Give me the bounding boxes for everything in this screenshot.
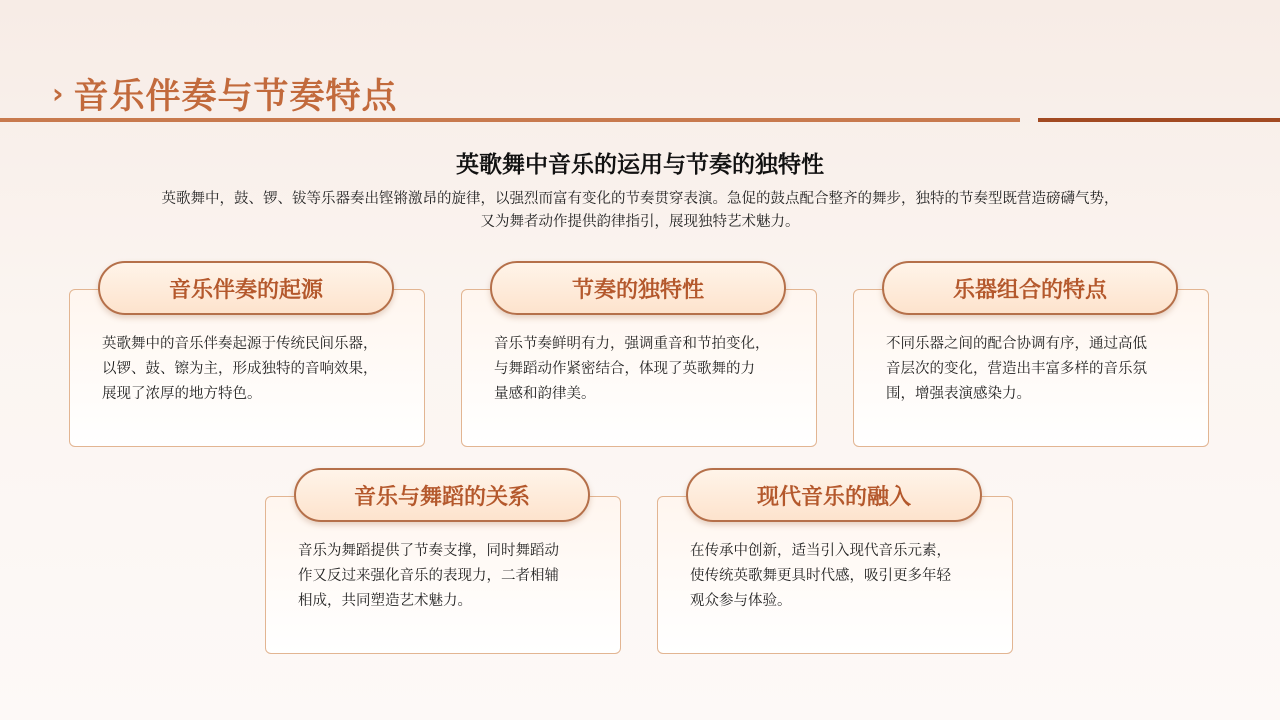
- card-title-pill: 乐器组合的特点: [882, 261, 1178, 315]
- title-row: [52, 70, 398, 118]
- intro-paragraph: [100, 188, 1180, 234]
- card-title-pill: 节奏的独特性: [490, 261, 786, 315]
- card-title-pill: 音乐伴奏的起源: [98, 261, 394, 315]
- section-subtitle: 英歌舞中音乐的运用与节奏的独特性: [456, 152, 824, 178]
- card-body: [494, 332, 794, 407]
- card-title-pill: 现代音乐的融入: [686, 468, 982, 522]
- card-body: [102, 332, 402, 407]
- card-line: 观众参与体验。: [690, 593, 792, 609]
- card-body: [298, 539, 598, 614]
- title-underline: [0, 118, 1020, 122]
- intro-line: 英歌舞中，鼓、锣、钹等乐器奏出铿锵激昂的旋律，以强烈而富有变化的节奏贯穿表演。急促的鼓点配合整齐的舞步，独特的节奏型既营造磅礴气势，: [161, 191, 1119, 207]
- page-title: 音乐伴奏与节奏特点: [73, 77, 398, 117]
- card-line: 音乐为舞蹈提供了节奏支撑，同时舞蹈动: [298, 543, 559, 559]
- chevron-right-icon: ›: [52, 77, 64, 110]
- card-title-pill: 音乐与舞蹈的关系: [294, 468, 590, 522]
- card-line: 英歌舞中的音乐伴奏起源于传统民间乐器，: [102, 336, 378, 352]
- card-line: 相成，共同塑造艺术魅力。: [298, 593, 472, 609]
- card-line: 与舞蹈动作紧密结合，体现了英歌舞的力: [494, 361, 755, 377]
- card-line: 作又反过来强化音乐的表现力，二者相辅: [298, 568, 559, 584]
- card-line: 音乐节奏鲜明有力，强调重音和节拍变化，: [494, 336, 770, 352]
- card-line: 不同乐器之间的配合协调有序，通过高低: [886, 336, 1147, 352]
- card-line: 展现了浓厚的地方特色。: [102, 386, 262, 402]
- card-line: 量感和韵律美。: [494, 386, 596, 402]
- card-line: 围，增强表演感染力。: [886, 386, 1031, 402]
- title-underline-accent: [1038, 118, 1280, 122]
- card-body: [690, 539, 990, 614]
- card-line: 音层次的变化，营造出丰富多样的音乐氛: [886, 361, 1147, 377]
- card-body: [886, 332, 1186, 407]
- card-line: 以锣、鼓、镲为主，形成独特的音响效果，: [102, 361, 378, 377]
- card-line: 使传统英歌舞更具时代感，吸引更多年轻: [690, 568, 951, 584]
- card-line: 在传承中创新，适当引入现代音乐元素，: [690, 543, 951, 559]
- intro-line: 又为舞者动作提供韵律指引，展现独特艺术魅力。: [480, 214, 800, 230]
